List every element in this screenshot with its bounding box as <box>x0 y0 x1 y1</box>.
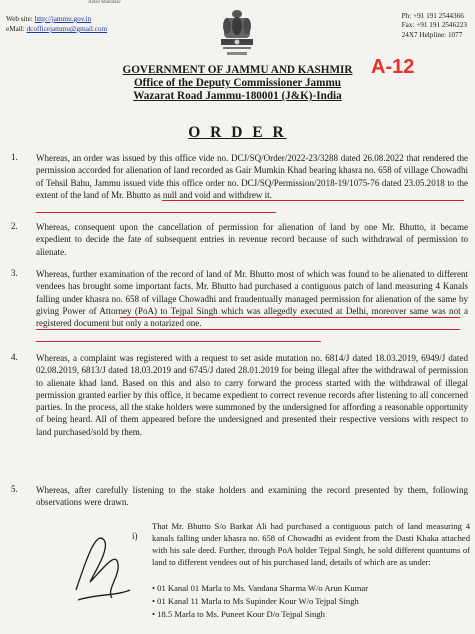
phone-number: Ph: +91 191 2544366 <box>401 12 464 20</box>
list-item: • 18.5 Marla to Ms. Puneet Kour D/o Tejpal Singh <box>152 609 325 619</box>
para-number: 5. <box>11 484 18 494</box>
para-3: Whereas, further examination of the record of land of Mr. Bhutto most of which was found to be alienated to different vendees has brought some important facts. Mr. Bhutto had purchased a contiguous patch of land measuring 4 Kanals falling under khasra no. 658 of village Chowadhi and fraudentually managed permission for alienation of the same by giving Power of Attorney (PoA) to Tejpal Singh which was allegedly executed at Delhi, moreover same was not a registered document but only a notarized one. <box>36 269 468 329</box>
email-line: eMail: dcofficejammu@gmail.com <box>6 25 108 33</box>
para-1: Whereas, an order was issued by this office vide no. DCJ/SQ/Order/2022-23/3288 dated 26.08.2022 that rendered the permission accorded for alienation of land recorded as Gair Mumkin Khad bearing khasra no. 658 of village Chowadhi of Tehsil Bahu, Jammu issued vide this office order no. DCJ/SQ/Permission/2018-19/1075-76 dated 23.05.2018 to the extent of the land of Mr. Bhutto as null and void and withdrew it. <box>36 153 468 200</box>
office-line-3: Wazarat Road Jammu-180001 (J&K)-India <box>133 90 342 102</box>
red-underline <box>36 341 321 342</box>
para-number: 1. <box>11 152 18 162</box>
list-item: • 01 Kanal 11 Marla to Ms Supinder Kour W/o Tejpal Singh <box>152 596 359 606</box>
signature-icon <box>66 520 136 608</box>
azadi-logo-text: Amrit Mahotsav <box>88 0 121 5</box>
para-5: Whereas, after carefully listening to the stake holders and examining the record presented by them, following observations were drawn. <box>36 485 468 508</box>
list-item: • 01 Kanal 01 Marla to Ms. Vandana Sharma W/o Arun Kumar <box>152 583 369 593</box>
state-emblem-icon <box>213 6 261 64</box>
sub-point-number: i) <box>132 531 138 541</box>
para-number: 3. <box>11 268 18 278</box>
email-link[interactable]: dcofficejammu@gmail.com <box>26 25 108 33</box>
red-underline <box>120 317 460 318</box>
red-underline <box>36 212 276 213</box>
contact-right <box>402 12 467 40</box>
office-line-2: Office of the Deputy Commissioner Jammu <box>133 77 342 89</box>
red-underline <box>36 329 460 330</box>
para-number: 2. <box>11 221 18 231</box>
annotation-stamp: A-12 <box>371 56 415 78</box>
red-underline <box>162 200 464 201</box>
para-4: Whereas, a complaint was registered with a request to set aside mutation no. 6814/J dated 18.03.2019, 6949/J dated 02.08.2019, 6813/J dated 18.03.2019 and 6745/J dated 28.01.2019 for being illegal after the withdrawal of permission to alienate khad land. Based on this and also to carry forward the process started with the withdrawal of illegal permission granted earlier by this office, it became expedient to correct revenue records after listening to all concerned parties. In the process, all the stake holders were summoned by the undersigned for affording a reasonable opportunity of being heard. All of them appeared before the undersigned and presented their respective versions with respect to land purchased/sold by them. <box>36 353 468 437</box>
website-line: Web site: http://jammu.gov.in <box>6 15 92 23</box>
document-title: O R D E R <box>188 124 287 141</box>
office-line-1: GOVERNMENT OF JAMMU AND KASHMIR <box>122 64 353 76</box>
sub-point-text: That Mr. Bhutto S/o Barkat Ali had purchased a contiguous patch of land measuring 4 kanals falling under khasra no. 658 of Chowadhi as evident from the Dasti Khaka attached with his sale deed. Further, through PoA holder Tejpal Singh, he sold different quantums of land to different vendees out of his purchased land, details of which are as under: <box>152 521 470 567</box>
helpline-number: 24X7 Helpline: 1077 <box>401 30 463 39</box>
website-link[interactable]: http://jammu.gov.in <box>34 15 92 23</box>
fax-number: Fax: +91 191 2546223 <box>401 21 467 30</box>
para-number: 4. <box>11 352 18 362</box>
para-2: Whereas, consequent upon the cancellation of permission for alienation of land by one Mr. Bhutto, it became expedient to decide the fate of subsequent entries in revenue record because of such withdrawal of permission to alienate. <box>36 222 468 257</box>
contact-left <box>6 14 107 34</box>
